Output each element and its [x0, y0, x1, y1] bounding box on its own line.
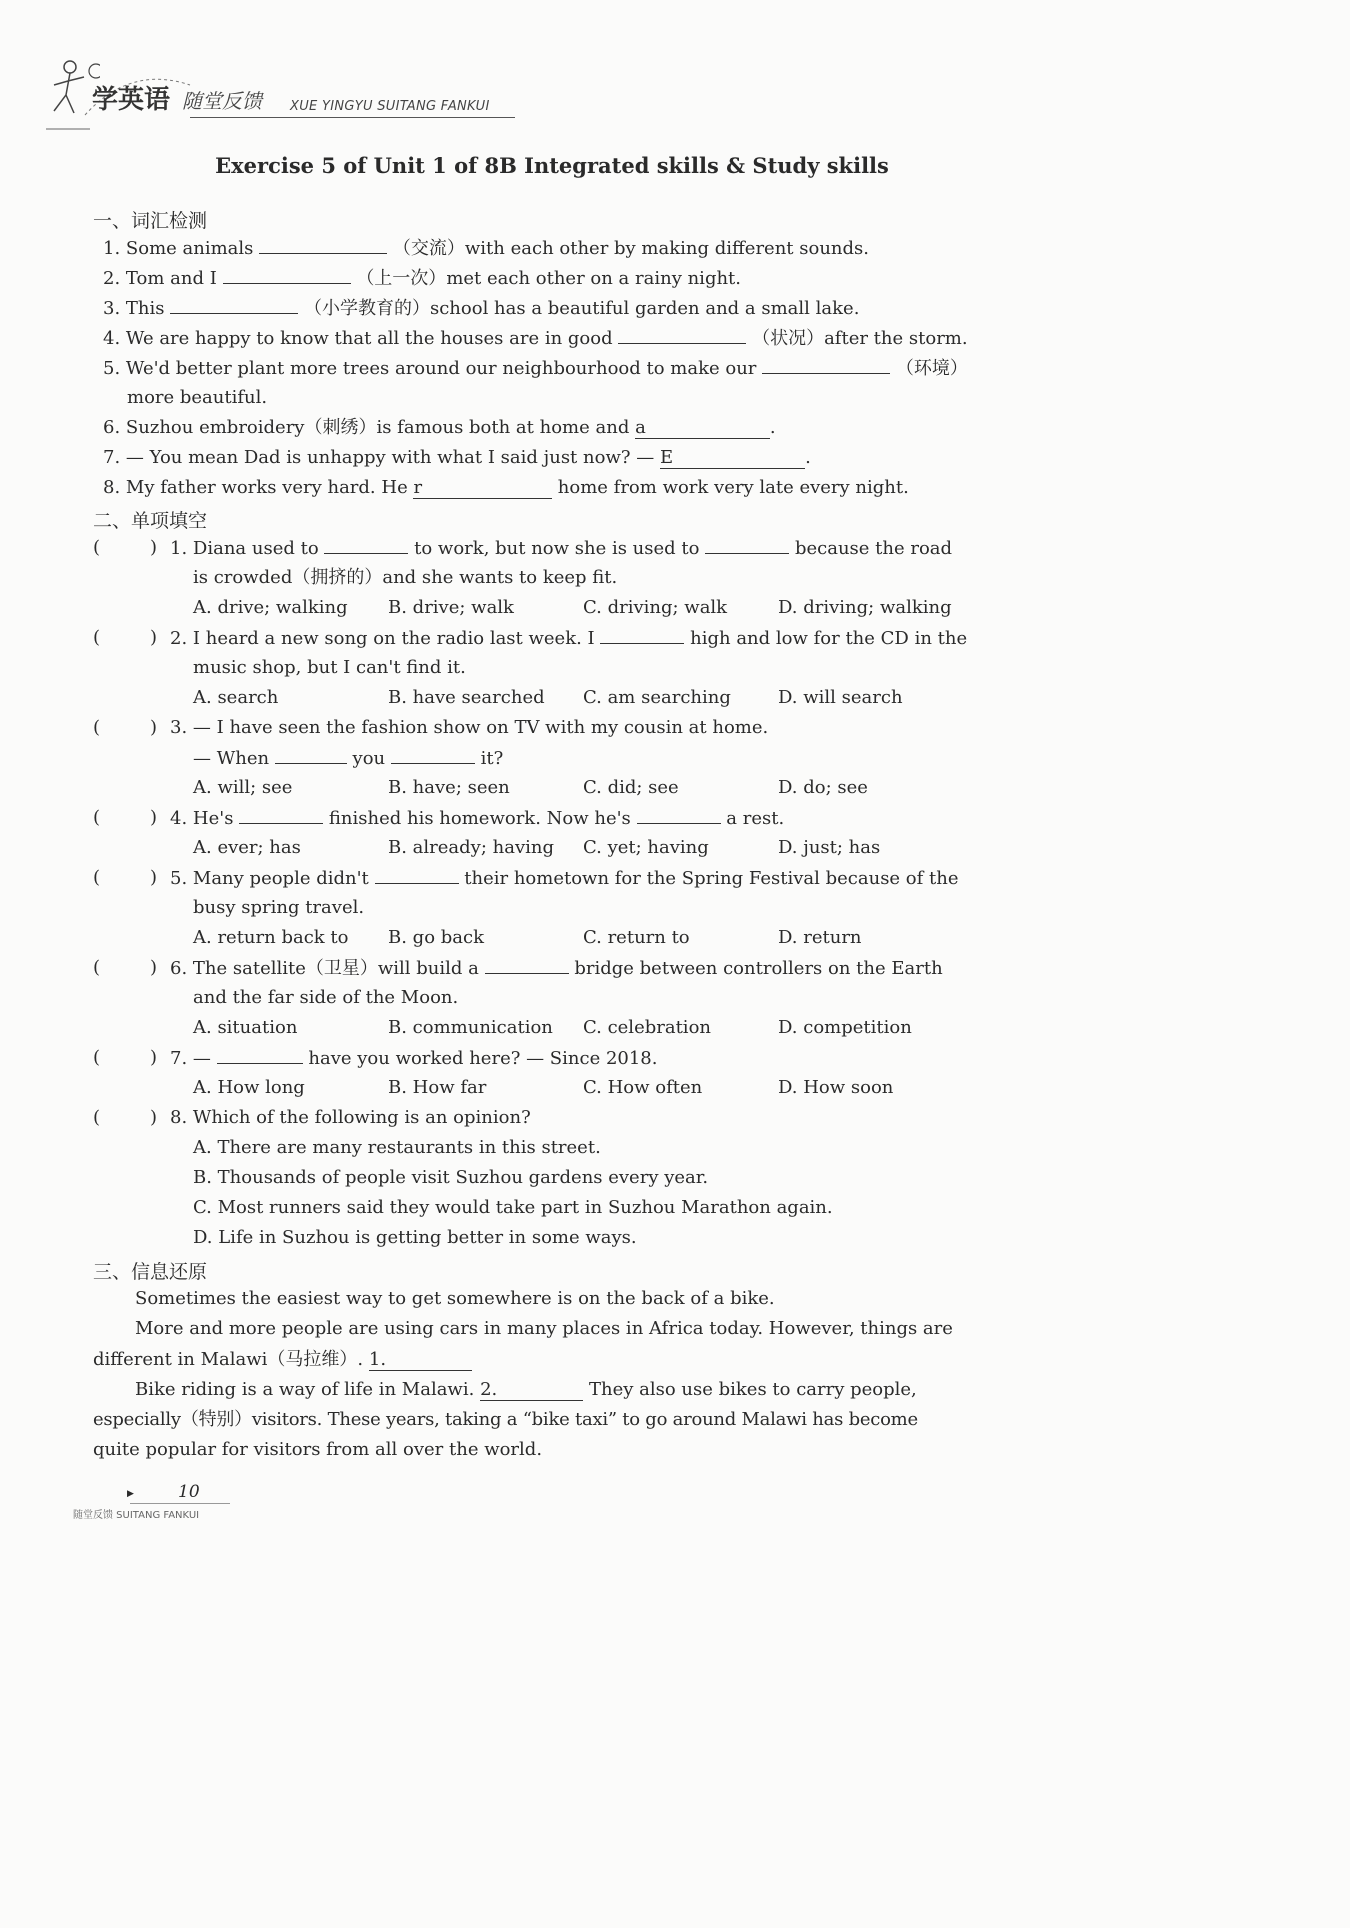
- question-6-continued: and the far side of the Moon.: [193, 987, 459, 1008]
- answer-blank[interactable]: [705, 537, 789, 554]
- section3-heading: 三、信息还原: [93, 1261, 208, 1283]
- option-d[interactable]: D. do; see: [778, 777, 868, 798]
- footer-divider: [130, 1503, 230, 1504]
- answer-blank[interactable]: [413, 477, 552, 499]
- option-d[interactable]: D. will search: [778, 687, 903, 708]
- question-1-continued: is crowded（拥挤的）and she wants to keep fit.: [193, 567, 618, 588]
- answer-paren-close[interactable]: ): [150, 1047, 158, 1068]
- option-a[interactable]: A. ever; has: [193, 837, 301, 858]
- option-b[interactable]: B. drive; walk: [388, 597, 514, 618]
- vocab-item-6: [103, 417, 776, 439]
- vocab-item-8: [103, 477, 909, 499]
- option-a[interactable]: A. return back to: [193, 927, 349, 948]
- item-text: We'd better plant more trees around our neighbourhood to make our: [125, 358, 757, 379]
- question-text: bridge between controllers on the Earth: [574, 958, 943, 979]
- item-text: — You mean Dad is unhappy with what I said just now? —: [125, 447, 655, 468]
- option-c[interactable]: C. return to: [583, 927, 690, 948]
- question-7: [170, 1047, 657, 1070]
- answer-blank[interactable]: [223, 267, 351, 284]
- option-b[interactable]: B. already; having: [388, 837, 554, 858]
- answer-blank[interactable]: [275, 747, 347, 764]
- answer-blank[interactable]: [635, 417, 770, 439]
- question-text: their hometown for the Spring Festival because of the: [464, 868, 959, 889]
- vocab-item-1: [103, 237, 869, 260]
- question-text: 5. Many people didn't: [170, 868, 369, 889]
- answer-paren-open[interactable]: (: [93, 1107, 101, 1128]
- item-text: met each other on a rainy night.: [446, 268, 742, 289]
- answer-paren-open[interactable]: (: [93, 1047, 101, 1068]
- answer-paren-close[interactable]: ): [150, 717, 158, 738]
- item-number: 8.: [103, 477, 121, 498]
- question-3: 3. — I have seen the fashion show on TV with my cousin at home.: [170, 717, 769, 738]
- option-a[interactable]: A. situation: [193, 1017, 298, 1038]
- question-text: you: [352, 748, 386, 769]
- question-text: finished his homework. Now he's: [328, 808, 631, 829]
- passage-text: different in Malawi（马拉维）.: [93, 1349, 364, 1370]
- answer-blank[interactable]: [485, 957, 569, 974]
- answer-paren-close[interactable]: ): [150, 957, 158, 978]
- question-6: [170, 957, 943, 980]
- answer-paren-open[interactable]: (: [93, 867, 101, 888]
- option-d[interactable]: D. Life in Suzhou is getting better in some ways.: [193, 1227, 637, 1248]
- item-text: Tom and I: [125, 268, 217, 289]
- option-c[interactable]: C. How often: [583, 1077, 703, 1098]
- passage-paragraph-2-continued: [93, 1349, 472, 1371]
- question-text: because the road: [794, 538, 953, 559]
- question-text: 2. I heard a new song on the radio last week. I: [170, 628, 595, 649]
- passage-text: Bike riding is a way of life in Malawi.: [135, 1379, 475, 1400]
- option-b[interactable]: B. How far: [388, 1077, 487, 1098]
- logo-underline: [190, 117, 515, 118]
- item-hint: （小学教育的）: [303, 298, 430, 319]
- passage-paragraph-3-line-2: especially（特别）visitors. These years, taking a “bike taxi” to go around Malawi has become: [93, 1409, 918, 1430]
- logo-subtitle: XUE YINGYU SUITANG FANKUI: [290, 99, 490, 114]
- first-letter-hint: E: [659, 447, 674, 468]
- item-number: 5.: [103, 358, 121, 379]
- option-d[interactable]: D. How soon: [778, 1077, 894, 1098]
- item-text: with each other by making different sounds.: [464, 238, 870, 259]
- option-b[interactable]: B. have searched: [388, 687, 545, 708]
- item-hint: （交流）: [392, 238, 465, 259]
- option-c[interactable]: C. celebration: [583, 1017, 711, 1038]
- passage-blank-1[interactable]: [369, 1349, 472, 1371]
- footer-brand: 随堂反馈 SUITANG FANKUI: [73, 1510, 200, 1521]
- header-logo: [40, 55, 520, 135]
- vocab-item-5-continued: more beautiful.: [127, 387, 268, 408]
- answer-blank[interactable]: [217, 1047, 303, 1064]
- blank-number: 1.: [368, 1349, 387, 1370]
- question-text: — When: [193, 748, 270, 769]
- item-text: This: [125, 298, 165, 319]
- option-c[interactable]: C. did; see: [583, 777, 679, 798]
- option-a[interactable]: A. will; see: [193, 777, 293, 798]
- item-number: 2.: [103, 268, 121, 289]
- passage-paragraph-2: More and more people are using cars in many places in Africa today. However, things are: [135, 1318, 953, 1339]
- option-d[interactable]: D. driving; walking: [778, 597, 952, 618]
- page-title: Exercise 5 of Unit 1 of 8B Integrated skills & Study skills: [215, 153, 889, 178]
- option-b[interactable]: B. communication: [388, 1017, 553, 1038]
- question-3-continued: [193, 747, 503, 770]
- logo-script-text: 随堂反馈: [182, 89, 262, 113]
- blank-number: 2.: [480, 1379, 498, 1400]
- option-b[interactable]: B. have; seen: [388, 777, 510, 798]
- option-c[interactable]: C. yet; having: [583, 837, 709, 858]
- answer-paren-close[interactable]: ): [150, 627, 158, 648]
- answer-blank[interactable]: [660, 447, 805, 469]
- option-d[interactable]: D. just; has: [778, 837, 881, 858]
- item-hint: （状况）: [752, 328, 825, 349]
- question-2-continued: music shop, but I can't find it.: [193, 657, 466, 678]
- question-text: have you worked here? — Since 2018.: [308, 1048, 658, 1069]
- answer-paren-open[interactable]: (: [93, 957, 101, 978]
- answer-blank[interactable]: [762, 357, 890, 374]
- passage-paragraph-3-line-3: quite popular for visitors from all over the world.: [93, 1439, 543, 1460]
- answer-blank[interactable]: [170, 297, 298, 314]
- item-text: after the storm.: [824, 328, 968, 349]
- question-8: 8. Which of the following is an opinion?: [170, 1107, 531, 1128]
- option-a[interactable]: A. search: [193, 687, 279, 708]
- question-text: to work, but now she is used to: [414, 538, 700, 559]
- answer-blank[interactable]: [239, 807, 323, 824]
- question-5-continued: busy spring travel.: [193, 897, 365, 918]
- page-marker-icon: ▶: [127, 1489, 134, 1499]
- question-5: [170, 867, 959, 890]
- option-a[interactable]: A. There are many restaurants in this street.: [193, 1137, 601, 1158]
- option-d[interactable]: D. competition: [778, 1017, 912, 1038]
- first-letter-hint: r: [413, 477, 423, 498]
- option-a[interactable]: A. How long: [193, 1077, 305, 1098]
- answer-blank[interactable]: [259, 237, 387, 254]
- question-2: [170, 627, 967, 650]
- passage-paragraph-1: Sometimes the easiest way to get somewhere is on the back of a bike.: [135, 1288, 775, 1309]
- option-b[interactable]: B. go back: [388, 927, 484, 948]
- item-hint: （上一次）: [356, 268, 447, 289]
- question-text: 4. He's: [170, 808, 234, 829]
- question-text: it?: [480, 748, 504, 769]
- question-text: high and low for the CD in the: [690, 628, 968, 649]
- option-a[interactable]: A. drive; walking: [193, 597, 348, 618]
- answer-paren-open[interactable]: (: [93, 627, 101, 648]
- vocab-item-4: [103, 327, 968, 350]
- item-text: .: [805, 447, 811, 468]
- answer-paren-open[interactable]: (: [93, 537, 101, 558]
- answer-blank[interactable]: [391, 747, 475, 764]
- item-hint: （环境）: [895, 358, 968, 379]
- item-text: We are happy to know that all the houses are in good: [125, 328, 613, 349]
- answer-paren-close[interactable]: ): [150, 537, 158, 558]
- answer-paren-open[interactable]: (: [93, 807, 101, 828]
- option-c[interactable]: C. driving; walk: [583, 597, 728, 618]
- answer-paren-close[interactable]: ): [150, 867, 158, 888]
- page-number: 10: [178, 1482, 200, 1502]
- passage-paragraph-3: [135, 1379, 917, 1401]
- section2-heading: 二、单项填空: [93, 510, 208, 532]
- answer-blank[interactable]: [618, 327, 746, 344]
- item-number: 1.: [103, 238, 121, 259]
- item-text: Some animals: [125, 238, 254, 259]
- option-d[interactable]: D. return: [778, 927, 862, 948]
- answer-blank[interactable]: [600, 627, 684, 644]
- item-number: 3.: [103, 298, 121, 319]
- vocab-item-5: [103, 357, 968, 380]
- answer-blank[interactable]: [324, 537, 408, 554]
- answer-paren-close[interactable]: ): [150, 807, 158, 828]
- first-letter-hint: a: [635, 417, 646, 438]
- question-4: [170, 807, 784, 830]
- option-c[interactable]: C. am searching: [583, 687, 731, 708]
- item-text: .: [769, 417, 776, 438]
- answer-paren-open[interactable]: (: [93, 717, 101, 738]
- logo-main-text: 学英语: [92, 85, 171, 115]
- question-text: 7. —: [170, 1048, 211, 1069]
- option-c[interactable]: C. Most runners said they would take part in Suzhou Marathon again.: [193, 1197, 833, 1218]
- section1-heading: 一、词汇检测: [93, 210, 208, 232]
- answer-paren-close[interactable]: ): [150, 1107, 158, 1128]
- passage-blank-2[interactable]: [480, 1379, 583, 1401]
- item-number: 4.: [103, 328, 121, 349]
- passage-text: They also use bikes to carry people,: [588, 1379, 917, 1400]
- item-text: Suzhou embroidery（刺绣）is famous both at home and: [125, 417, 630, 438]
- item-text: school has a beautiful garden and a small lake.: [429, 298, 860, 319]
- item-text: My father works very hard. He: [125, 477, 408, 498]
- question-text: 1. Diana used to: [170, 538, 319, 559]
- vocab-item-3: [103, 297, 859, 320]
- question-text: a rest.: [726, 808, 785, 829]
- answer-blank[interactable]: [637, 807, 721, 824]
- answer-blank[interactable]: [375, 867, 459, 884]
- vocab-item-7: [103, 447, 811, 469]
- option-b[interactable]: B. Thousands of people visit Suzhou gardens every year.: [193, 1167, 709, 1188]
- question-1: [170, 537, 952, 560]
- item-number: 6.: [103, 417, 121, 438]
- item-text: home from work very late every night.: [557, 477, 909, 498]
- vocab-item-2: [103, 267, 741, 290]
- item-number: 7.: [103, 447, 121, 468]
- question-text: 6. The satellite（卫星）will build a: [170, 958, 479, 979]
